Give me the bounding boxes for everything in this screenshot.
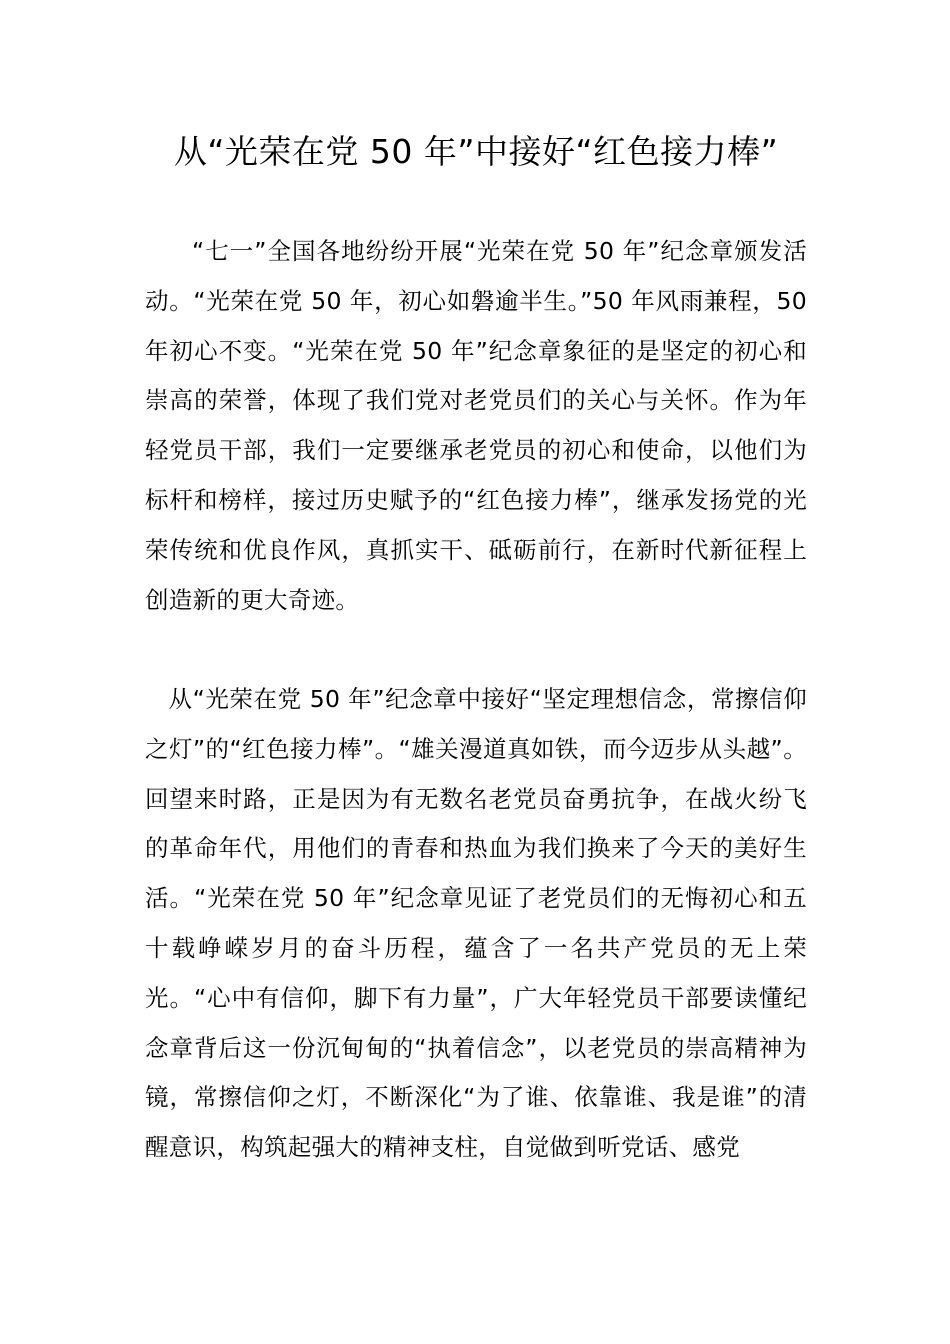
paragraph-1: “七一”全国各地纷纷开展“光荣在党 50 年”纪念章颁发活动。“光荣在党 50 年，初心如磐逾半生。”50 年风雨兼程，50 年初心不变。“光荣在党 50 年”纪念章象征的是坚定的初心和崇高的荣誉，体现了我们党对老党员们的关心与关怀。作为年轻党员干部，我们一定要继承老党员的初心和使命，以他们为标杆和榜样，接过历史赋予的“红色接力棒”，继承发扬党的光荣传统和优良作风，真抓实干、砥砺前行，在新时代新征程上创造新的更大奇迹。 xyxy=(145,237,807,614)
document-title: 从“光荣在党 50 年”中接好“红色接力棒” xyxy=(173,132,779,171)
paragraph-2: 从“光荣在党 50 年”纪念章中接好“坚定理想信念，常擦信仰之灯”的“红色接力棒”。“雄关漫道真如铁，而今迈步从头越”。回望来时路，正是因为有无数名老党员奋勇抗争，在战火纷飞的革命年代，用他们的青春和热血为我们换来了今天的美好生活。“光荣在党 50 年”纪念章见证了老党员们的无悔初心和五十载峥嵘岁月的奋斗历程，蕴含了一名共产党员的无上荣光。“心中有信仰，脚下有力量”，广大年轻党员干部要读懂纪念章背后这一份沉甸甸的“执着信念”，以老党员的崇高精神为镜，常擦信仰之灯，不断深化“为了谁、依靠谁、我是谁”的清醒意识，构筑起强大的精神支柱，自觉做到听党话、感党 xyxy=(145,685,807,1162)
